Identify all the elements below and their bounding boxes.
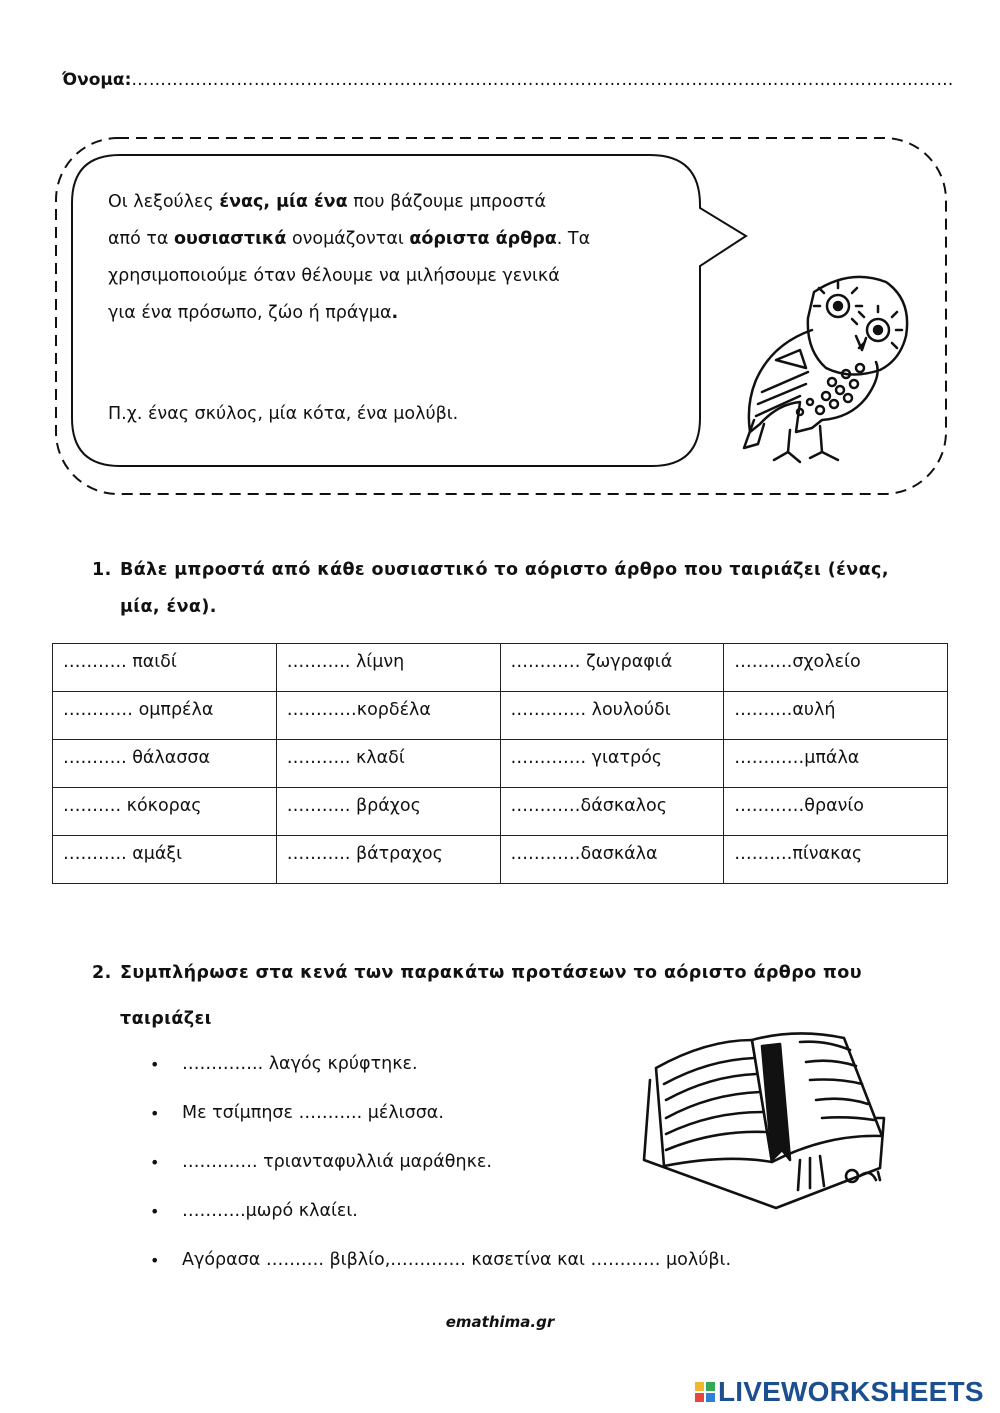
example-line: Π.χ. ένας σκύλος, μία κότα, ένα μολύβι. (108, 404, 459, 424)
list-item[interactable]: • ………..μωρό κλαίει. (150, 1187, 731, 1236)
word-cell[interactable]: …………κορδέλα (276, 692, 500, 740)
word-table (52, 643, 948, 884)
word-cell[interactable]: …………. γιατρός (500, 740, 724, 788)
bubble-line-3: χρησιμοποιούμε όταν θέλουμε να μιλήσουμε γενικά (108, 266, 560, 286)
exercise-1-title: 1. Βάλε μπροστά από κάθε ουσιαστικό το αόριστο άρθρο που ταιριάζει (ένας, μία, ένα). (92, 552, 952, 626)
word-cell[interactable]: ……….. λίμνη (276, 644, 500, 692)
word-cell[interactable]: ……….σχολείο (724, 644, 948, 692)
sentence-list (150, 1040, 731, 1285)
list-item[interactable]: • Με τσίμπησε ……….. μέλισσα. (150, 1089, 731, 1138)
bubble-line-4: για ένα πρόσωπο, ζώο ή πράγμα. (108, 303, 399, 323)
liveworksheets-logo-text: LIVEWORKSHEETS (718, 1376, 984, 1407)
word-cell[interactable]: …………δασκάλα (500, 836, 724, 884)
word-cell[interactable]: ……….πίνακας (724, 836, 948, 884)
word-cell[interactable]: …………. λουλούδι (500, 692, 724, 740)
list-item[interactable]: • Αγόρασα ………. βιβλίο,…………. κασετίνα και ………… μολύβι. (150, 1236, 731, 1285)
word-cell[interactable]: ………. κόκορας (53, 788, 277, 836)
footer-site: emathima.gr (445, 1313, 555, 1331)
word-cell[interactable]: ……….. κλαδί (276, 740, 500, 788)
word-cell[interactable]: ………… ομπρέλα (53, 692, 277, 740)
word-cell[interactable]: ……….. βάτραχος (276, 836, 500, 884)
exercise-2-title: 2. Συμπλήρωσε στα κενά των παρακάτω προτάσεων το αόριστο άρθρο που ταιριάζει (92, 950, 952, 1042)
word-cell[interactable]: …………μπάλα (724, 740, 948, 788)
bubble-line-1: Οι λεξούλες ένας, μία ένα που βάζουμε μπροστά (108, 192, 546, 212)
name-dots: …………………………………………………………………………………………………………………………… (131, 70, 954, 90)
list-item[interactable]: • ………….. λαγός κρύφτηκε. (150, 1040, 731, 1089)
exercise-1-number: 1. (92, 560, 112, 580)
word-cell[interactable]: ……….αυλή (724, 692, 948, 740)
table-row (53, 644, 948, 692)
owl-icon (744, 277, 907, 462)
word-cell[interactable]: ……….. βράχος (276, 788, 500, 836)
name-label: Όνομα: (62, 70, 132, 90)
word-cell[interactable]: ……….. θάλασσα (53, 740, 277, 788)
table-row (53, 692, 948, 740)
exercise-2-number: 2. (92, 963, 112, 983)
bubble-line-2: από τα ουσιαστικά ονομάζονται αόριστα άρθρα. Τα (108, 229, 591, 249)
bubble-text (108, 184, 668, 332)
table-row (53, 836, 948, 884)
word-cell[interactable]: ………… ζωγραφιά (500, 644, 724, 692)
table-row (53, 788, 948, 836)
word-cell[interactable]: ……….. αμάξι (53, 836, 277, 884)
table-row (53, 740, 948, 788)
list-item[interactable]: • …………. τριανταφυλλιά μαράθηκε. (150, 1138, 731, 1187)
word-cell[interactable]: …………θρανίο (724, 788, 948, 836)
word-cell[interactable]: ……….. παιδί (53, 644, 277, 692)
word-cell[interactable]: …………δάσκαλος (500, 788, 724, 836)
liveworksheets-logo-icon (694, 1377, 716, 1409)
